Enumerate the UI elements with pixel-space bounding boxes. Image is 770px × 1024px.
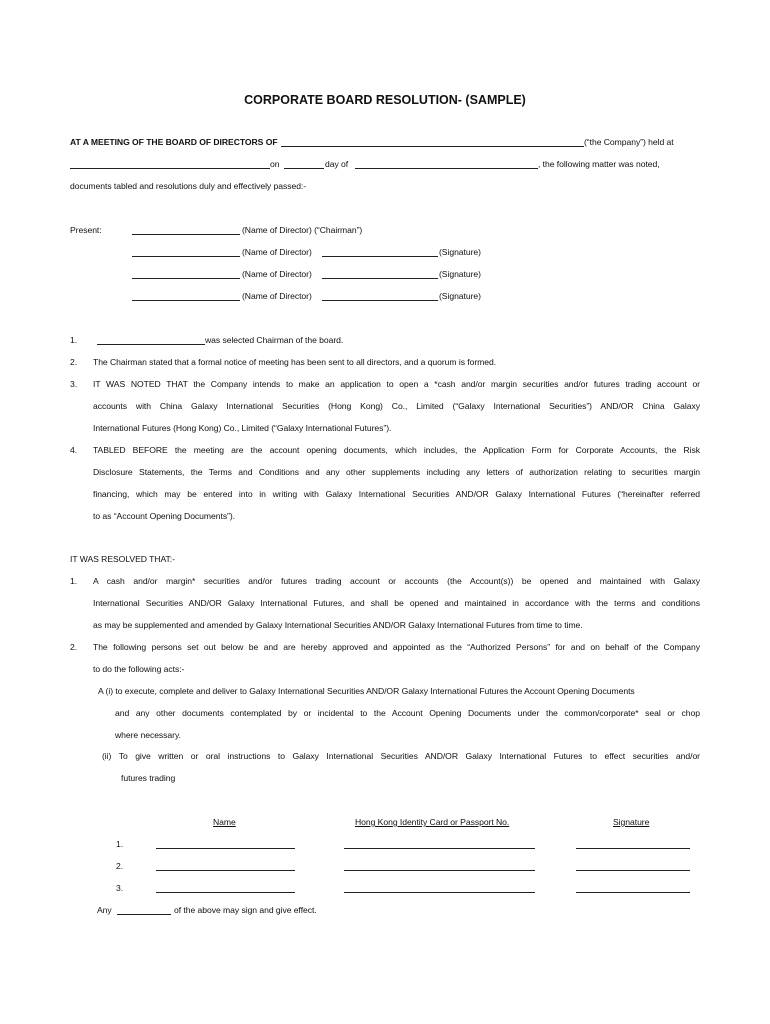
paragraph-line: International Securities AND/OR Galaxy International Futures, and shall be opened and maintained in accordance with the terms and conditions [93, 598, 700, 608]
paragraph-line: to as “Account Opening Documents”). [93, 511, 236, 521]
paragraph-line: financing, which may be entered into in writing with Galaxy International Securities AND/OR Galaxy International Futures (“hereinafter referred [93, 489, 700, 499]
id-number-field[interactable] [344, 848, 535, 849]
meeting-label: AT A MEETING OF THE BOARD OF DIRECTORS OF [70, 137, 278, 147]
documents-tabled-text: documents tabled and resolutions duly and effectively passed:- [70, 181, 307, 191]
item-number: 2. [70, 357, 78, 367]
director-signature-blank[interactable] [322, 278, 438, 279]
page-title: CORPORATE BOARD RESOLUTION- (SAMPLE) [244, 93, 526, 107]
paragraph-line: A cash and/or margin* securities and/or futures trading account or accounts (the Account(s)) be opened and maintained with Galaxy [93, 576, 700, 586]
id-number-field[interactable] [344, 870, 535, 871]
director-label: (Name of Director) [242, 247, 312, 257]
present-label: Present: [70, 225, 102, 235]
item-number: 2. [70, 642, 78, 652]
director-name-blank[interactable] [132, 278, 240, 279]
item-number: 4. [70, 445, 78, 455]
name-field[interactable] [156, 848, 295, 849]
row-number: 1. [116, 839, 124, 849]
chairman-label: (Name of Director) (“Chairman”) [242, 225, 363, 235]
act-a-line: where necessary. [115, 730, 181, 740]
signers-count-blank[interactable] [117, 914, 171, 915]
director-signature-blank[interactable] [322, 256, 438, 257]
name-field[interactable] [156, 892, 295, 893]
column-header-signature: Signature [613, 817, 650, 827]
director-signature-blank[interactable] [322, 300, 438, 301]
paragraph-line: IT WAS NOTED THAT the Company intends to make an application to open a *cash and/or margin securities and/or futures trading account or [93, 379, 700, 389]
signature-label: (Signature) [439, 291, 481, 301]
paragraph-line: International Futures (Hong Kong) Co., Limited (“Galaxy International Futures”). [93, 423, 392, 433]
signature-field[interactable] [576, 892, 690, 893]
row-number: 2. [116, 861, 124, 871]
on-text: on [270, 159, 280, 169]
act-a-line: A (i) to execute, complete and deliver to Galaxy International Securities AND/OR Galaxy International Futures the Account Opening Documents [98, 686, 635, 696]
paragraph-line: as may be supplemented and amended by Galaxy International Securities AND/OR Galaxy International Futures from time to time. [93, 620, 583, 630]
act-a-line: and any other documents contemplated by or incidental to the Account Opening Documents under the common/corporate* seal or chop [115, 708, 700, 718]
meeting-place-blank[interactable] [70, 168, 270, 169]
any-label: Any [97, 905, 112, 915]
act-b-line: (ii) To give written or oral instructions to Galaxy International Securities AND/OR Galaxy International Futures to effect securities and/or [102, 751, 700, 761]
item-number: 1. [70, 335, 78, 345]
signature-label: (Signature) [439, 247, 481, 257]
resolved-heading: IT WAS RESOLVED THAT:- [70, 554, 175, 564]
chairman-selected-blank[interactable] [97, 344, 205, 345]
paragraph-line: Disclosure Statements, the Terms and Conditions and any other supplements including any letters of authorization relating to securities margin [93, 467, 700, 477]
director-label: (Name of Director) [242, 269, 312, 279]
column-header-name: Name [213, 817, 236, 827]
item-number: 3. [70, 379, 78, 389]
signature-label: (Signature) [439, 269, 481, 279]
notice-text: The Chairman stated that a formal notice of meeting has been sent to all directors, and a quorum is formed. [93, 357, 497, 367]
paragraph-line: to do the following acts:- [93, 664, 185, 674]
sign-effect-text: of the above may sign and give effect. [174, 905, 317, 915]
signature-field[interactable] [576, 870, 690, 871]
chairman-selected-text: was selected Chairman of the board. [205, 335, 344, 345]
item-number: 1. [70, 576, 78, 586]
signature-field[interactable] [576, 848, 690, 849]
name-field[interactable] [156, 870, 295, 871]
act-b-line: futures trading [121, 773, 176, 783]
day-of-text: day of [325, 159, 349, 169]
paragraph-line: TABLED BEFORE the meeting are the account opening documents, which includes, the Application Form for Corporate Accounts, the Risk [93, 445, 700, 455]
id-number-field[interactable] [344, 892, 535, 893]
company-held-at-text: (“the Company”) held at [584, 137, 674, 147]
paragraph-line: accounts with China Galaxy International Securities (Hong Kong) Co., Limited (“Galaxy International Securities”) AND/OR China Galaxy [93, 401, 700, 411]
paragraph-line: The following persons set out below be and are hereby approved and appointed as the “Authorized Persons” for and on behalf of the Company [93, 642, 700, 652]
company-name-blank[interactable] [281, 146, 584, 147]
following-noted-text: , the following matter was noted, [538, 159, 660, 169]
director-name-blank[interactable] [132, 300, 240, 301]
month-year-blank[interactable] [355, 168, 538, 169]
day-blank[interactable] [284, 168, 324, 169]
director-label: (Name of Director) [242, 291, 312, 301]
column-header-id: Hong Kong Identity Card or Passport No. [355, 817, 510, 827]
row-number: 3. [116, 883, 124, 893]
chairman-name-blank[interactable] [132, 234, 240, 235]
director-name-blank[interactable] [132, 256, 240, 257]
